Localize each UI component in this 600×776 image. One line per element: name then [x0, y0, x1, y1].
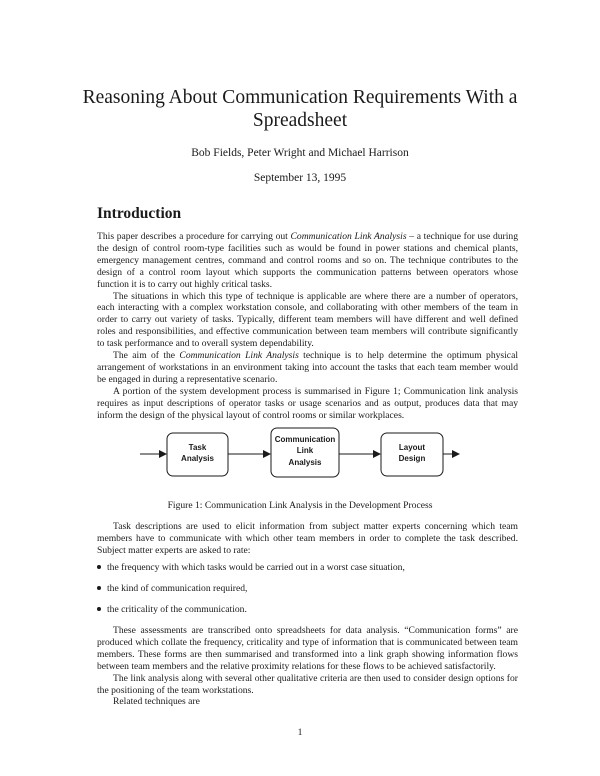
list-item	[97, 562, 518, 574]
paragraph-7: The link analysis along with several other qualitative criteria are then used to consider design options for the positioning of the team workstations.	[97, 672, 518, 696]
paragraph-4: A portion of the system development process is summarised in Figure 1; Communication link analysis requires as input descriptions of operator tasks or usage scenarios and as output, produces data that may inform the design of the physical layout of control rooms or similar workplaces.	[97, 385, 518, 421]
term-communication-link-analysis-2: Communication Link Analysis	[179, 350, 299, 362]
box2-label-line2: Link	[296, 446, 314, 455]
box1-label-line2: Analysis	[181, 454, 214, 463]
paragraph-2: The situations in which this type of technique is applicable are where there are a number of operators, each interacting with a complex workstation console, and collaborating with other members of the team in order to carry out variety of tasks. Typically, different team members will have different and well defined roles and responsibilities, and effective communication between team members will contribute significantly to task performance and to overall system dependability.	[97, 290, 518, 350]
box3-label-line2: Design	[398, 454, 426, 463]
section-heading-introduction: Introduction	[97, 205, 182, 222]
paragraph-1-text-a: This paper describes a procedure for carrying out	[97, 231, 291, 242]
paragraph-1-text-b: – a technique for use during the design of control room-type facilities such as would be found in power stations and chemical plants, emergency management centres, command and control rooms and so on. The technique contributes to the design of a control room layout which supports the communication patterns between operators whose function it is to carry out highly critical tasks.	[97, 231, 519, 290]
authors: Bob Fields, Peter Wright and Michael Harrison	[191, 147, 409, 159]
box1-label-line1: Task	[188, 443, 207, 452]
paper-title	[60, 86, 540, 132]
list-item-text: the criticality of the communication.	[107, 603, 247, 615]
box2-label-line1: Communication	[274, 435, 336, 444]
title-line-1: Reasoning About Communication Requirements With a	[82, 87, 518, 108]
list-item-text: the kind of communication required,	[107, 582, 248, 594]
rating-criteria-list	[97, 562, 518, 616]
bullet-icon	[97, 607, 101, 611]
paragraph-5: Task descriptions are used to elicit information from subject matter experts concerning which team members have to communicate with which other team members in order to complete the task described. Subject matter experts are asked to rate:	[97, 521, 518, 556]
list-item-text: the frequency with which tasks would be carried out in a worst case situation,	[107, 561, 405, 573]
paragraph-3-text-b: technique is to help determine the optimum physical arrangement of workstations in an environment taking into account the tasks that each team member would be engaged in during a representative scenario.	[97, 350, 518, 385]
box2-label-line3: Analysis	[288, 458, 322, 467]
page-number: 1	[297, 727, 303, 738]
process-diagram	[140, 425, 460, 485]
paragraph-3	[97, 350, 518, 386]
paragraph-6: These assessments are transcribed onto spreadsheets for data analysis. “Communication forms” are produced which collate the frequency, criticality and type of information that is communicated between team members. These forms are then summarised and transformed into a link graph showing information flows between team members and the relative proximity relations for these flows to be achieved satisfactorily.	[97, 625, 518, 672]
term-communication-link-analysis: Communication Link Analysis	[290, 231, 407, 242]
list-item	[97, 604, 518, 616]
body-continued	[97, 521, 518, 708]
paragraph-8: Related techniques are	[113, 696, 200, 708]
box3-label-line1: Layout	[398, 443, 426, 452]
paragraph-3-text-a: The aim of the	[113, 350, 180, 362]
bullet-icon	[97, 586, 101, 590]
bullet-icon	[97, 565, 101, 569]
title-line-2: Spreadsheet	[252, 110, 348, 131]
date: September 13, 1995	[253, 172, 347, 184]
list-item	[97, 583, 518, 595]
figure-caption: Figure 1: Communication Link Analysis in the Development Process	[167, 500, 433, 511]
paragraph-1	[97, 231, 518, 291]
intro-body	[97, 231, 518, 422]
